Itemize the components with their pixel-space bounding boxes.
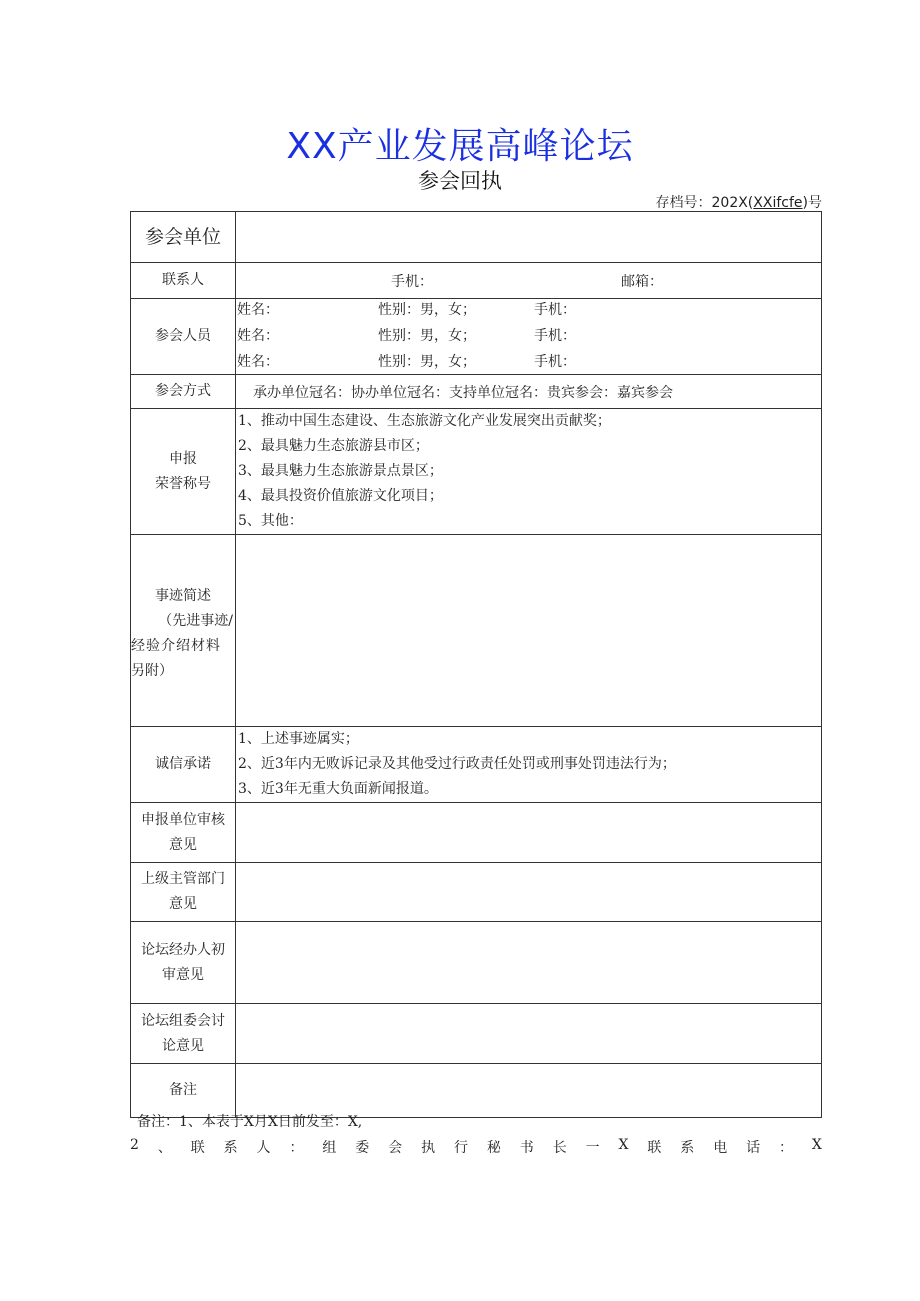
manager-label-line2: 审意见 xyxy=(162,966,204,983)
honor-option[interactable]: 5、其他： xyxy=(238,513,303,529)
row-remark xyxy=(131,1064,822,1118)
footer-note-2-char: 一 xyxy=(585,1140,600,1156)
review-cell[interactable] xyxy=(236,803,822,863)
archive-number xyxy=(656,192,823,212)
row-review xyxy=(131,803,822,863)
row-committee xyxy=(131,1004,822,1064)
footer-note-2-char: 话 xyxy=(746,1140,761,1156)
footer-note-2-char: 会 xyxy=(388,1140,403,1156)
honors-cell[interactable] xyxy=(236,409,822,535)
superior-label-line1: 上级主管部门 xyxy=(141,871,225,887)
unit-value-cell[interactable] xyxy=(236,212,822,263)
footer-note-2-char: 、 xyxy=(157,1140,172,1156)
deeds-label-line2: （先进事迹/ xyxy=(158,612,233,629)
footer-note-2-char: 长 xyxy=(552,1140,567,1156)
method-cell[interactable] xyxy=(236,375,822,409)
footer-note-2-char: 系 xyxy=(680,1140,695,1156)
attendee-name-label: 姓名： xyxy=(237,302,279,318)
integrity-item: 2、近3年内无败诉记录及其他受过行政责任处罚或刑事处罚违法行为； xyxy=(238,756,676,772)
attendee-name-label: 姓名： xyxy=(237,354,279,370)
deeds-label-line3: 经验介绍材料 xyxy=(131,637,221,654)
committee-label xyxy=(131,1004,236,1064)
deeds-label-line4: 另附） xyxy=(131,662,173,679)
integrity-label: 诚信承诺 xyxy=(131,727,236,803)
row-attendees xyxy=(131,299,822,375)
footer-note-2-char: X xyxy=(811,1137,822,1153)
superior-cell[interactable] xyxy=(236,863,822,922)
archive-suffix: )号 xyxy=(802,195,822,211)
honor-option[interactable]: 2、最具魅力生态旅游县市区； xyxy=(238,438,429,454)
honor-label-line2: 荣誉称号 xyxy=(155,475,211,492)
unit-label: 参会单位 xyxy=(131,212,236,263)
footer-note-2-char: 电 xyxy=(713,1140,728,1156)
committee-cell[interactable] xyxy=(236,1004,822,1064)
row-honors xyxy=(131,409,822,535)
footer-note-2-char: 联 xyxy=(647,1140,662,1156)
attendee-gender-label: 性别：男，女； xyxy=(378,302,476,318)
contact-label: 联系人 xyxy=(131,263,236,299)
integrity-cell[interactable] xyxy=(236,727,822,803)
attendee-phone-label: 手机： xyxy=(534,354,576,370)
honor-option[interactable]: 4、最具投资价值旅游文化项目； xyxy=(238,488,443,504)
page-title: XX产业发展高峰论坛 xyxy=(286,126,634,167)
footer-note-2-char: 2 xyxy=(130,1137,139,1153)
review-label-line1: 申报单位审核 xyxy=(141,811,225,828)
row-manager xyxy=(131,922,822,1004)
review-label xyxy=(131,803,236,863)
footer-note-2 xyxy=(130,1137,822,1157)
footer-note-2-char: 联 xyxy=(190,1140,205,1156)
footer-note-2-char: 人 xyxy=(256,1140,271,1156)
contact-value-cell[interactable] xyxy=(236,263,822,299)
honor-label xyxy=(131,409,236,535)
row-method xyxy=(131,375,822,409)
attendee-name-label: 姓名： xyxy=(237,328,279,344)
attendee-phone-label: 手机： xyxy=(534,328,576,344)
attendee-gender-label: 性别：男，女； xyxy=(378,328,476,344)
footer-note-2-char: 秘 xyxy=(486,1140,501,1156)
honor-option[interactable]: 3、最具魅力生态旅游景点景区； xyxy=(238,463,443,479)
deeds-cell[interactable] xyxy=(236,535,822,727)
row-contact xyxy=(131,263,822,299)
superior-label-line2: 意见 xyxy=(169,896,197,912)
deeds-label-line1: 事迹简述 xyxy=(155,587,211,604)
superior-label xyxy=(131,863,236,922)
review-label-line2: 意见 xyxy=(169,836,197,853)
honor-option[interactable]: 1、推动中国生态建设、生态旅游文化产业发展突出贡献奖； xyxy=(238,413,611,429)
manager-label-line1: 论坛经办人初 xyxy=(141,941,225,958)
footer-note-2-char: 书 xyxy=(519,1140,534,1156)
row-integrity xyxy=(131,727,822,803)
archive-code: XXifcfe xyxy=(753,195,803,211)
remark-cell[interactable] xyxy=(236,1064,822,1118)
honor-label-line1: 申报 xyxy=(169,450,197,467)
manager-label xyxy=(131,922,236,1004)
deeds-label xyxy=(131,535,236,727)
footer-note-2-char: 系 xyxy=(223,1140,238,1156)
page-subtitle: 参会回执 xyxy=(418,169,502,193)
committee-label-line1: 论坛组委会讨 xyxy=(141,1012,225,1029)
row-unit xyxy=(131,212,822,263)
attendee-phone-label: 手机： xyxy=(534,302,576,318)
manager-cell[interactable] xyxy=(236,922,822,1004)
row-superior xyxy=(131,863,822,922)
footer-note-2-char: 组 xyxy=(322,1140,337,1156)
integrity-item: 3、近3年无重大负面新闻报道。 xyxy=(238,781,438,797)
attendees-label: 参会人员 xyxy=(131,299,236,375)
attendees-cell[interactable] xyxy=(236,299,822,375)
footer-note-2-char: 行 xyxy=(453,1140,468,1156)
row-deeds xyxy=(131,535,822,727)
committee-label-line2: 论意见 xyxy=(162,1037,204,1054)
contact-email-label: 邮箱： xyxy=(621,274,663,290)
contact-phone-label: 手机： xyxy=(391,274,433,290)
method-options: 承办单位冠名：协办单位冠名：支持单位冠名：贵宾参会：嘉宾参会 xyxy=(253,384,673,401)
registration-form xyxy=(130,211,822,1118)
footer-note-2-char: 执 xyxy=(421,1140,436,1156)
attendee-gender-label: 性别：男，女； xyxy=(378,354,476,370)
footer-note-2-char: ： xyxy=(779,1140,794,1156)
footer-note-1: 备注：1、本表于X月X日前发至：X, xyxy=(137,1114,363,1130)
footer-note-2-char: ： xyxy=(289,1140,304,1156)
footer-note-2-char: 委 xyxy=(355,1140,370,1156)
footer-note-2-char: X xyxy=(618,1137,629,1153)
remark-label: 备注 xyxy=(131,1064,236,1118)
integrity-item: 1、上述事迹属实； xyxy=(238,731,359,747)
method-label: 参会方式 xyxy=(131,375,236,409)
archive-prefix: 存档号：202X( xyxy=(655,195,754,211)
